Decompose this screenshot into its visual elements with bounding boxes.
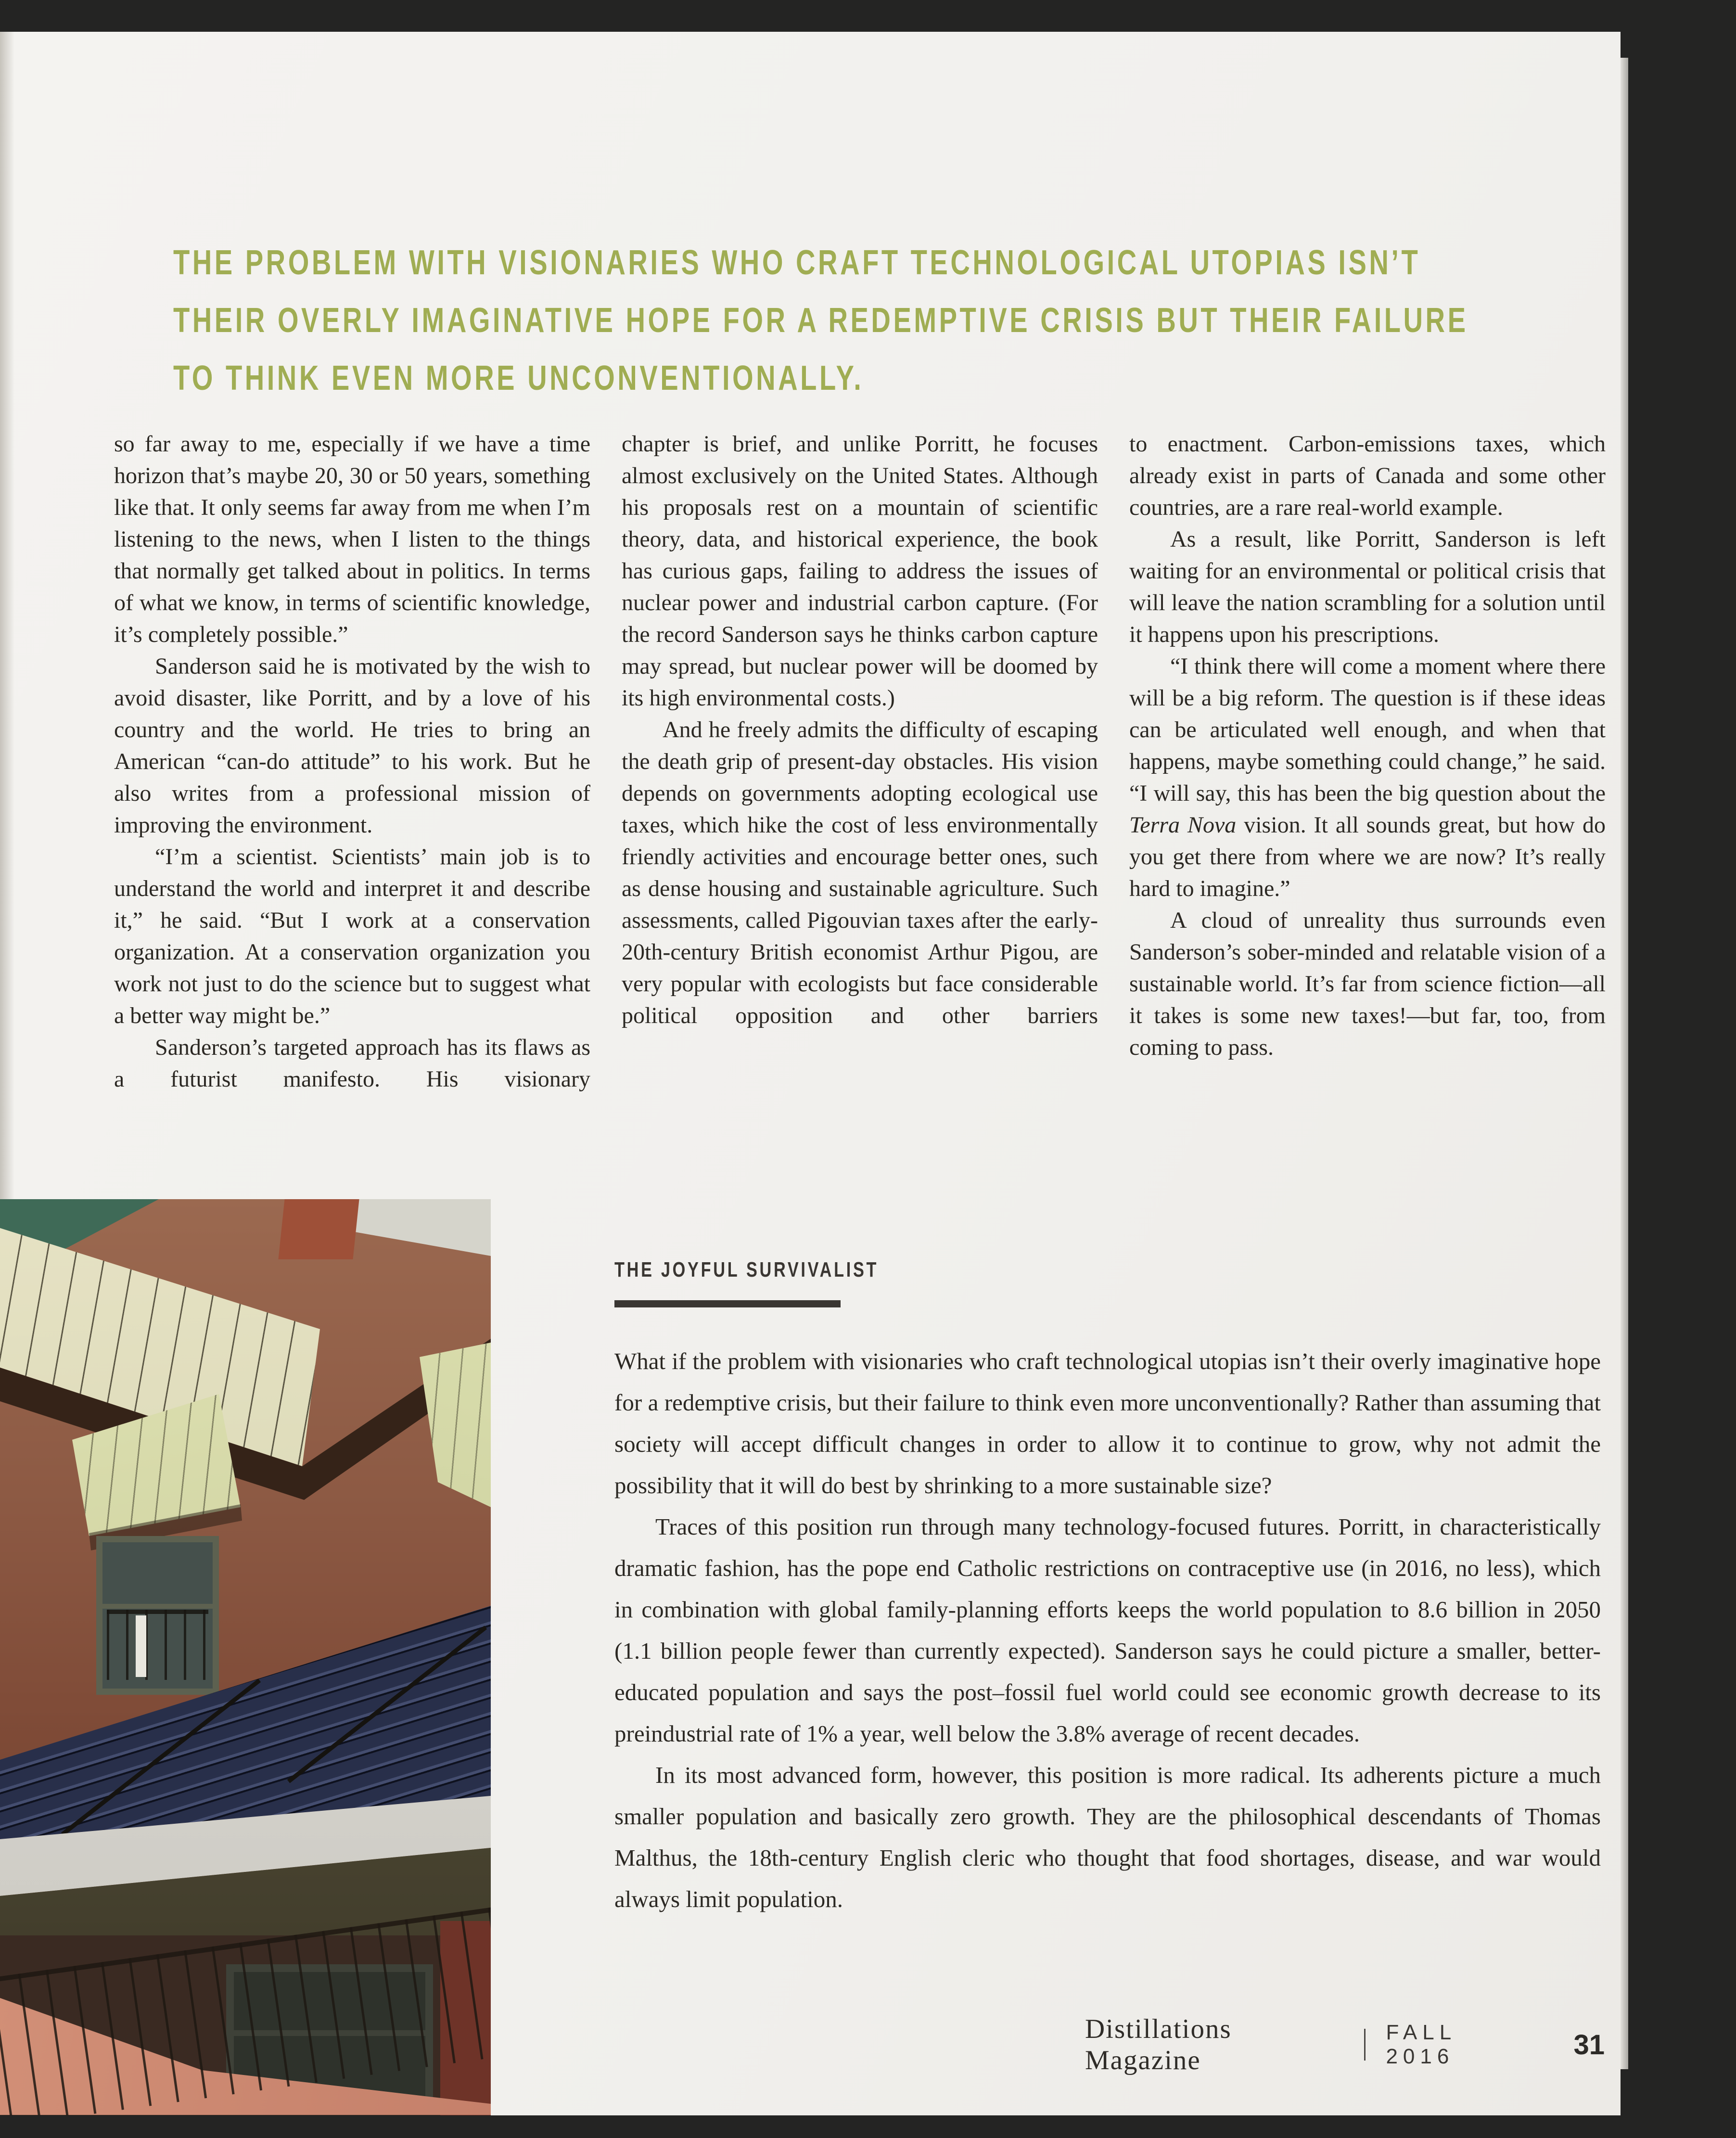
book-title-terra-nova: Terra Nova [1129, 812, 1237, 838]
body-paragraph: chapter is brief, and unlike Porritt, he focuses almost exclusively on the United States. Although his proposals rest on a mountain of scientific theory, data, and historical experience, the book has curious gaps, failing to address the issues of nuclear power and industrial carbon capture. (For the record Sanderson says he thinks carbon capture may spread, but nuclear power will be doomed by its high environmental costs.) [622, 431, 1098, 711]
illustration-upper-window [96, 1536, 219, 1695]
quote-text: “I think there will come a moment where there will be a big reform. The question is if these ideas can be articulated well enough, and when that happens, maybe something could change,” he said. “I will say, this has been the big question about the [1129, 653, 1606, 806]
body-paragraph: And he freely admits the difficulty of escaping the death grip of present-day obstacles. His vision depends on governments adopting ecological use taxes, which hike the cost of less environmentally friendly activities and encourage better ones, such as dense housing and sustainable agriculture. Such assessments, called Pigouvian taxes after the early-20th-century British economist Arthur Pigou, are very popular with ecologists but face considerable political opposition and other barriers [622, 717, 1098, 1028]
pull-quote-line: THE PROBLEM WITH VISIONARIES WHO CRAFT TECHNOLOGICAL UTOPIAS ISN’T [173, 243, 1421, 282]
body-paragraph: Sanderson’s targeted approach has its flaws as a futurist manifesto. His visionary [114, 1035, 590, 1092]
section-heading: THE JOYFUL SURVIVALIST [614, 1258, 879, 1281]
magazine-page [0, 32, 1621, 2115]
body-paragraph: A cloud of unreality thus surrounds even Sanderson’s sober-minded and relatable vision of a sustainable world. It’s far from science fiction—all it takes is some new taxes!—but far, too, from coming to pass. [1129, 908, 1606, 1060]
article-column-3 [1129, 428, 1606, 1063]
body-paragraph: In its most advanced form, however, this position is more radical. Its adherents picture a much smaller population and basically zero growth. They are the philosophical descendants of Thomas Malthus, the 18th-century English cleric who thought that food shortages, disease, and war would always limit population. [614, 1762, 1601, 1912]
issue-label: FALL 2016 [1386, 2021, 1456, 2068]
body-paragraph: Traces of this position run through many technology-focused futures. Porritt, in characteristically dramatic fashion, has the pope end Catholic restrictions on contraceptive use (in 2016, no less), which in combination with global family-planning efforts keeps the world population to 8.6 billion in 2050 (1.1 billion people fewer than currently expected). Sanderson says he could picture a smaller, better-educated population and says the post–fossil fuel world could see economic growth decrease to its preindustrial rate of 1% a year, well below the 3.8% average of recent decades. [614, 1513, 1601, 1747]
window-railing [107, 1610, 208, 1680]
page-number: 31 [1573, 2029, 1605, 2061]
body-paragraph: As a result, like Porritt, Sanderson is left waiting for an environmental or political crisis that will leave the nation scrambling for a solution until it happens upon his prescriptions. [1129, 526, 1606, 647]
window-sash [102, 1604, 213, 1609]
body-paragraph: to enactment. Carbon-emissions taxes, which already exist in parts of Canada and some other countries, are a rare real-world example. [1129, 431, 1606, 520]
body-paragraph: “I’m a scientist. Scientists’ main job is to understand the world and interpret it and describe it,” he said. “But I work at a conservation organization. At a conservation organization you work not just to do the science but to suggest what a better way might be.” [114, 844, 590, 1028]
body-paragraph [1129, 651, 1606, 905]
building-illustration [0, 1199, 491, 2115]
pull-quote-line: TO THINK EVEN MORE UNCONVENTIONALLY. [173, 359, 864, 397]
footer-separator [1364, 2029, 1366, 2061]
illustration-chimney [278, 1199, 359, 1259]
section-heading-rule [614, 1300, 841, 1307]
magazine-title: Distillations Magazine [1085, 2014, 1232, 2075]
quote-text: vision. It all sounds great, but how do you get there from where we are now? It’s really hard to imagine.” [1129, 812, 1606, 901]
article-column-1 [114, 428, 590, 1095]
article-column-2 [622, 428, 1098, 1032]
pull-quote-line: THEIR OVERLY IMAGINATIVE HOPE FOR A REDEMPTIVE CRISIS BUT THEIR FAILURE [173, 301, 1468, 340]
body-paragraph: What if the problem with visionaries who craft technological utopias isn’t their overly imaginative hope for a redemptive crisis, but their failure to think even more unconventionally? Rather than assuming that society will accept difficult changes in order to allow it to continue to grow, why not admit the possibility that it will do best by shrinking to a more sustainable size? [614, 1348, 1601, 1498]
page-footer [1085, 2013, 1605, 2076]
page-edge-stack [1621, 58, 1628, 2069]
pull-quote [173, 234, 1468, 407]
window-white-post [136, 1615, 146, 1677]
body-paragraph: so far away to me, especially if we have a time horizon that’s maybe 20, 30 or 50 years, something like that. It only seems far away from me when I’m listening to the news, when I listen to the things that normally get talked about in politics. In terms of what we know, in terms of scientific knowledge, it’s completely possible.” [114, 431, 590, 647]
body-paragraph: Sanderson said he is motivated by the wish to avoid disaster, like Porritt, and by a love of his country and the world. He tries to bring an American “can-do attitude” to his work. But he also writes from a professional mission of improving the environment. [114, 653, 590, 838]
section-body [614, 1341, 1601, 1920]
